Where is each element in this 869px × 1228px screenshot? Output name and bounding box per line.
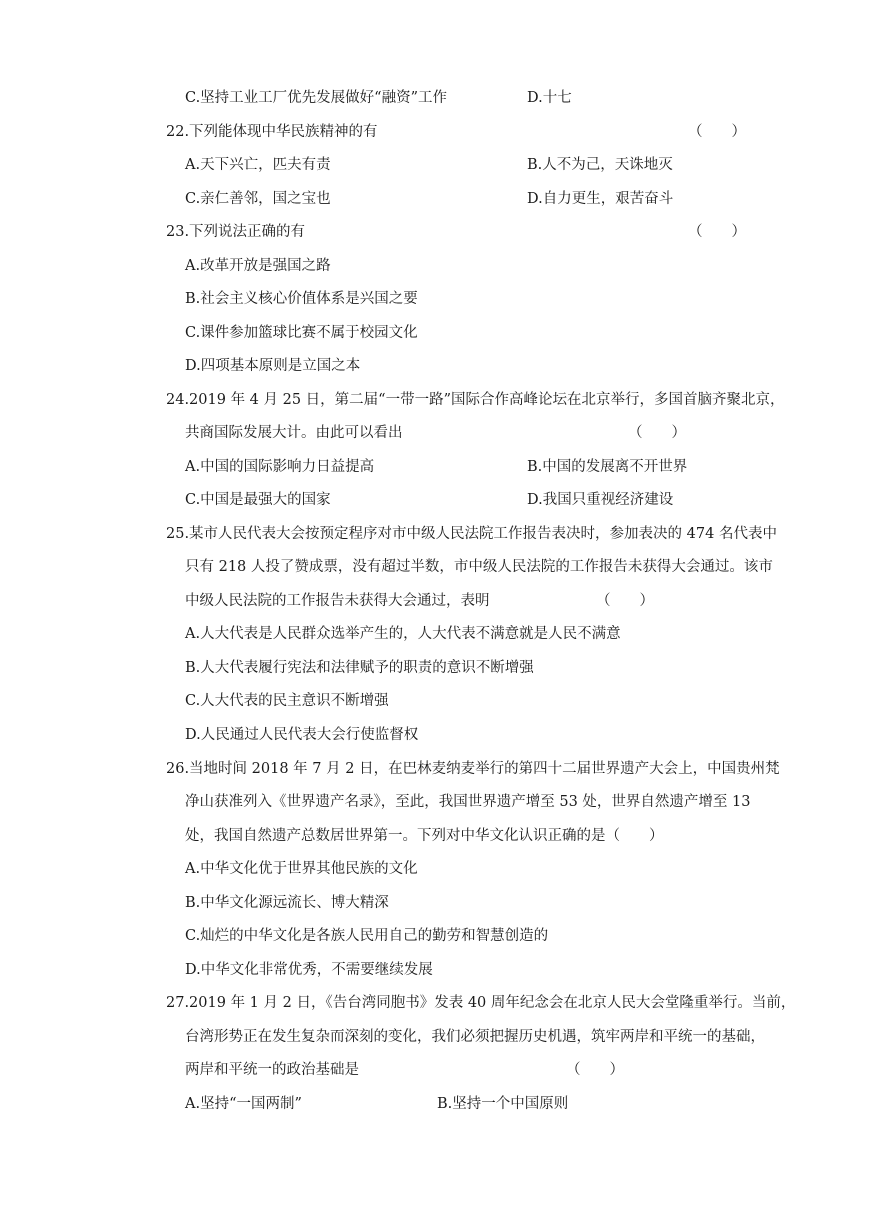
q24-option-d: D.我国只重视经济建设	[527, 492, 674, 508]
question-25-line-3: 中级人民法院的工作报告未获得大会通过，表明	[185, 593, 490, 609]
question-24-line-2: 共商国际发展大计。由此可以看出	[185, 425, 403, 441]
q25-option-a: A.人大代表是人民群众选举产生的，人大代表不满意就是人民不满意	[185, 626, 621, 642]
q27-option-b: B.坚持一个中国原则	[437, 1096, 569, 1112]
q26-option-d: D.中华文化非常优秀，不需要继续发展	[185, 962, 433, 978]
question-26-line-1: 26.当地时间 2018 年 7 月 2 日，在巴林麦纳麦举行的第四十二届世界遗产大会上，中国贵州梵	[166, 761, 780, 777]
q26-option-a: A.中华文化优于世界其他民族的文化	[185, 861, 418, 877]
question-27-line-2: 台湾形势正在发生复杂而深刻的变化，我们必须把握历史机遇，筑牢两岸和平统一的基础，	[185, 1029, 765, 1045]
question-26-line-2: 净山获准列入《世界遗产名录》，至此，我国世界遗产增至 53 处，世界自然遗产增至 13	[185, 794, 751, 810]
question-27-line-3: 两岸和平统一的政治基础是	[185, 1062, 359, 1078]
q21-option-d: D.十七	[527, 90, 572, 106]
q23-option-a: A.改革开放是强国之路	[185, 258, 331, 274]
question-24-line-1: 24.2019 年 4 月 25 日，第二届“一带一路”国际合作高峰论坛在北京举行，多国首脑齐聚北京，	[166, 392, 785, 408]
q22-option-d: D.自力更生，艰苦奋斗	[527, 191, 674, 207]
question-25-line-1: 25.某市人民代表大会按预定程序对市中级人民法院工作报告表决时，参加表决的 474 名代表中	[166, 526, 777, 542]
q24-option-b: B.中国的发展离不开世界	[527, 459, 688, 475]
answer-blank-23: （ ）	[688, 224, 746, 240]
q23-option-b: B.社会主义核心价值体系是兴国之要	[185, 291, 418, 307]
q24-option-a: A.中国的国际影响力日益提高	[185, 459, 375, 475]
q25-option-d: D.人民通过人民代表大会行使监督权	[185, 727, 419, 743]
answer-blank-25: （ ）	[596, 593, 654, 609]
q23-option-c: C.课件参加篮球比赛不属于校园文化	[185, 325, 418, 341]
question-22: 22.下列能体现中华民族精神的有	[166, 124, 378, 140]
q22-option-b: B.人不为己，天诛地灭	[527, 157, 673, 173]
q25-option-c: C.人大代表的民主意识不断增强	[185, 693, 389, 709]
q24-option-c: C.中国是最强大的国家	[185, 492, 331, 508]
q25-option-b: B.人大代表履行宪法和法律赋予的职责的意识不断增强	[185, 660, 534, 676]
question-27-line-1: 27.2019 年 1 月 2 日，《告台湾同胞书》发表 40 周年纪念会在北京人民大会堂隆重举行。当前，	[166, 995, 796, 1011]
q23-option-d: D.四项基本原则是立国之本	[185, 358, 361, 374]
q21-option-c: C.坚持工业工厂优先发展做好“融资”工作	[185, 90, 448, 106]
q22-option-c: C.亲仁善邻，国之宝也	[185, 191, 331, 207]
question-23: 23.下列说法正确的有	[166, 224, 306, 240]
q22-option-a: A.天下兴亡，匹夫有责	[185, 157, 331, 173]
question-25-line-2: 只有 218 人投了赞成票，没有超过半数，市中级人民法院的工作报告未获得大会通过。该市	[185, 559, 773, 575]
q26-option-c: C.灿烂的中华文化是各族人民用自己的勤劳和智慧创造的	[185, 928, 549, 944]
q27-option-a: A.坚持“一国两制”	[185, 1096, 302, 1112]
answer-blank-27: （ ）	[566, 1062, 624, 1078]
answer-blank-24: （ ）	[628, 425, 686, 441]
q26-option-b: B.中华文化源远流长、博大精深	[185, 895, 389, 911]
question-26-line-3: 处，我国自然遗产总数居世界第一。下列对中华文化认识正确的是（ ）	[185, 828, 664, 844]
answer-blank-22: （ ）	[688, 124, 746, 140]
